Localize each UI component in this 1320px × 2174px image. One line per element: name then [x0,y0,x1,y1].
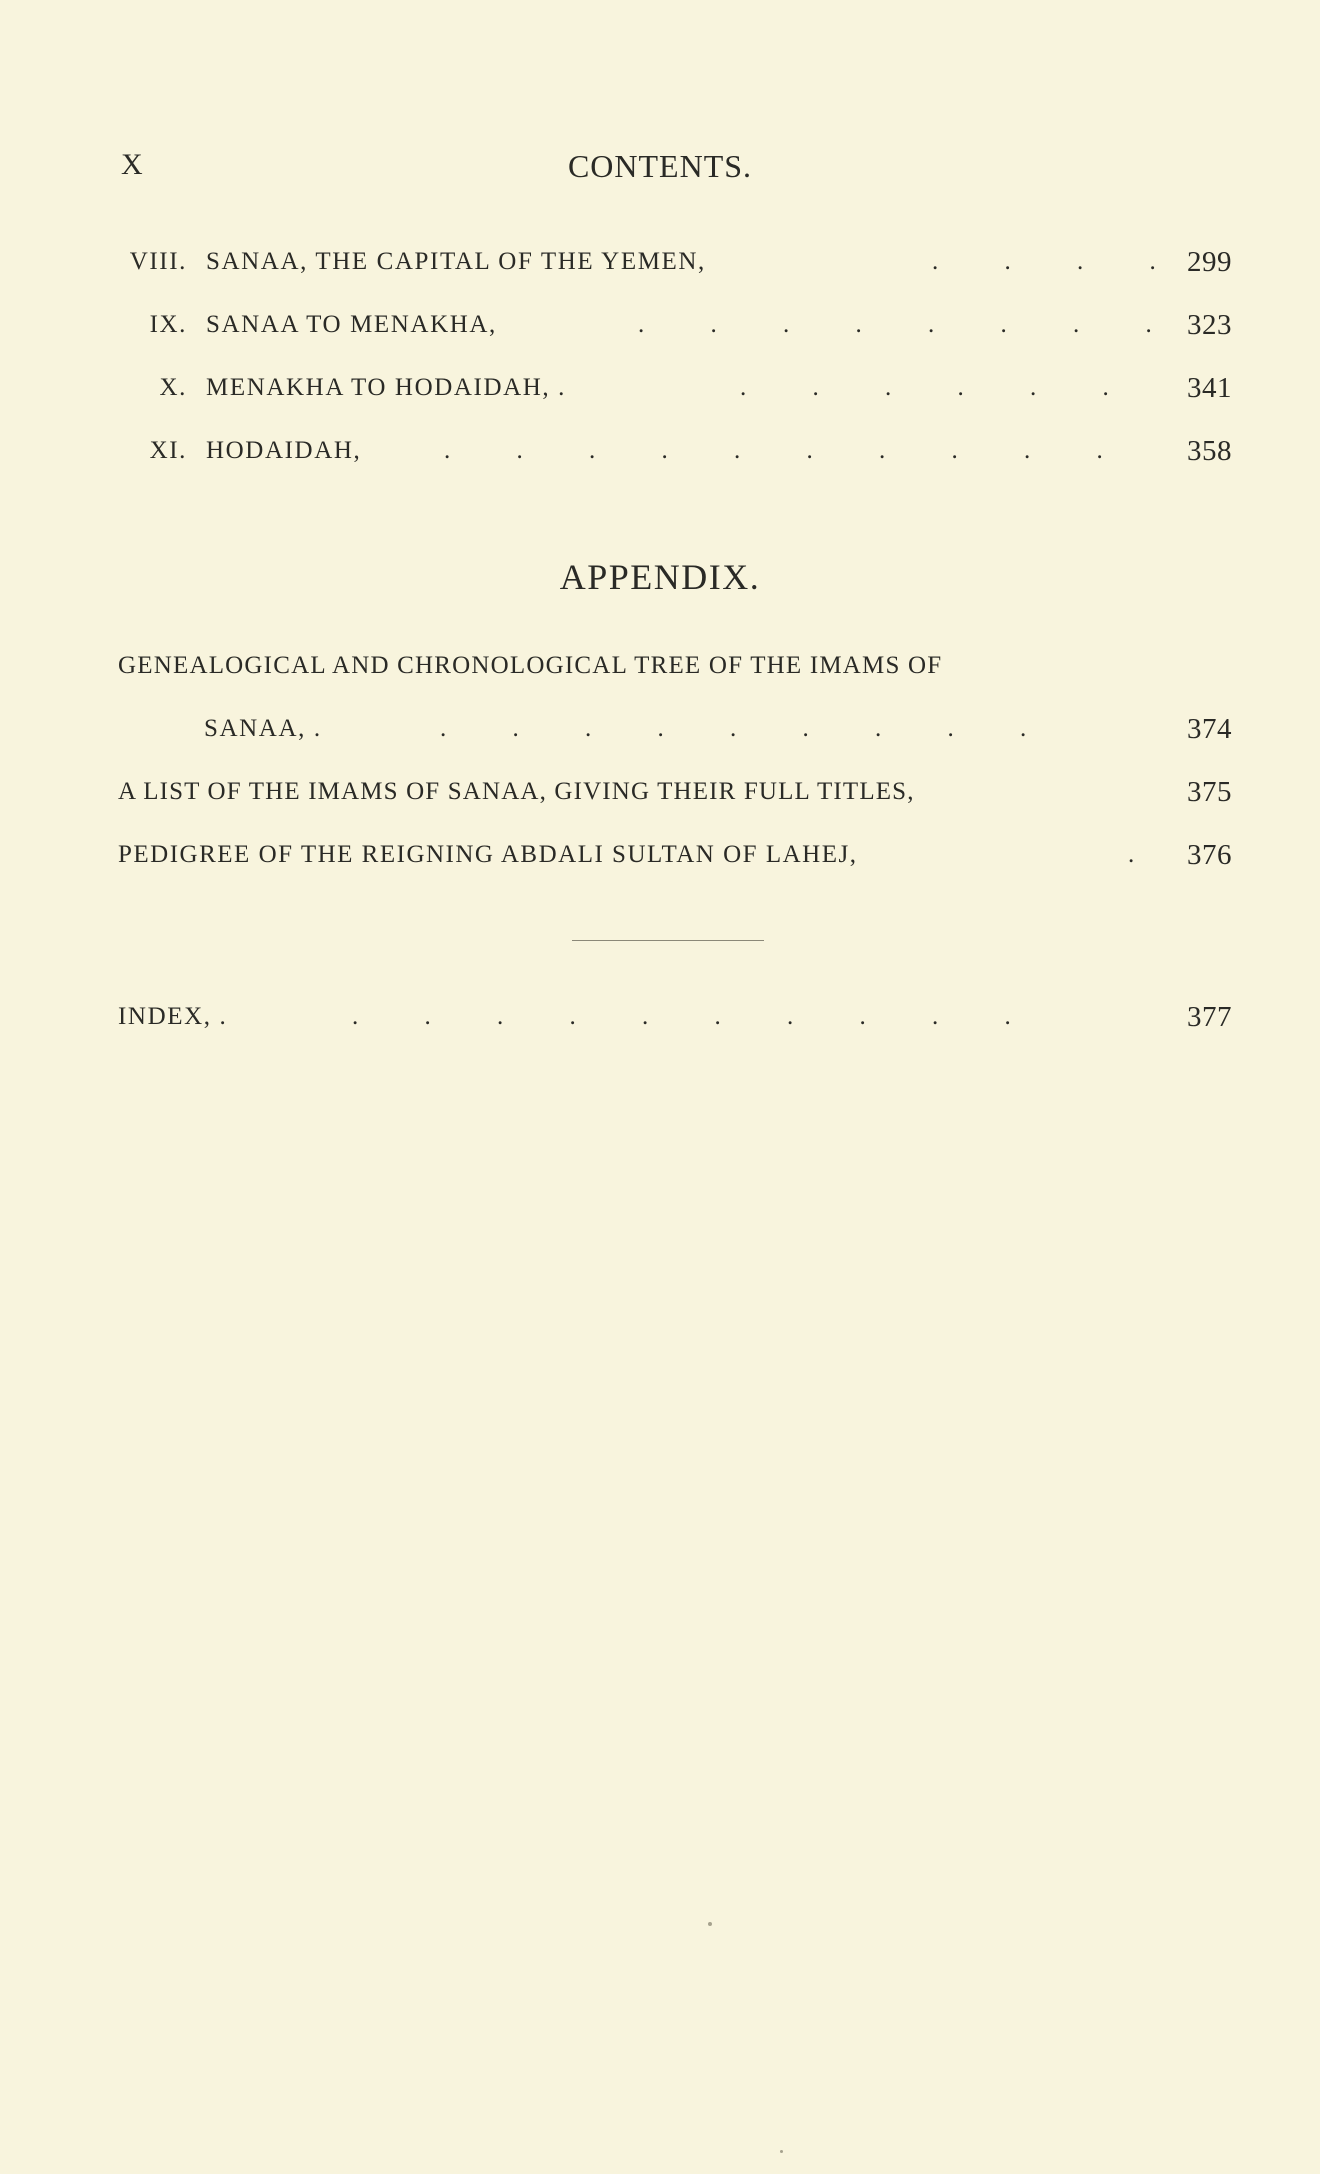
paper-speck [780,2150,783,2153]
toc-entry-index [0,1003,1320,1039]
leader-dots: . . . . [932,248,1186,275]
chapter-numeral: IX. [149,311,187,338]
toc-entry-chapter-xi [0,437,1320,473]
toc-entry-genealogical-tree [0,652,1320,688]
leader-dots: . . . . . . . . [638,311,1182,338]
entry-title: INDEX, . [118,1003,228,1030]
chapter-numeral: X. [159,374,187,401]
leader-dots: . . . . . . [740,374,1139,401]
chapter-numeral: VIII. [129,248,187,275]
leader-dots: . . . . . . . . . [440,715,1057,742]
chapter-numeral: XI. [149,437,187,464]
page-reference: 377 [1187,1001,1232,1033]
leader-dots: . [1128,841,1135,868]
toc-entry-chapter-ix [0,311,1320,347]
page-reference: 358 [1187,435,1232,467]
page-reference: 323 [1187,309,1232,341]
entry-title: A LIST OF THE IMAMS OF SANAA, GIVING THEIR FULL TITLES, [118,778,915,805]
page-reference: 376 [1187,839,1232,871]
toc-entry-chapter-viii [0,248,1320,284]
entry-title-line-2: SANAA, . [204,715,322,742]
toc-entry-pedigree-abdali-sultan [0,841,1320,877]
divider-rule [572,940,764,941]
entry-title: PEDIGREE OF THE REIGNING ABDALI SULTAN OF LAHEJ, [118,841,858,868]
page-reference: 299 [1187,246,1232,278]
page-number: X [121,148,144,181]
chapter-title: SANAA, THE CAPITAL OF THE YEMEN, [206,248,706,275]
page-header [0,148,1320,188]
appendix-heading: APPENDIX. [559,557,761,597]
running-title: CONTENTS. [567,148,753,184]
paper-speck [708,1922,712,1926]
toc-entry-list-of-imams [0,778,1320,814]
page-reference: 374 [1187,713,1232,745]
chapter-title: SANAA TO MENAKHA, [206,311,497,338]
leader-dots: . . . . . . . . . . [352,1003,1041,1030]
chapter-title: HODAIDAH, [206,437,362,464]
page-reference: 341 [1187,372,1232,404]
chapter-title: MENAKHA TO HODAIDAH, . [206,374,566,401]
leader-dots: . . . . . . . . . . [444,437,1133,464]
page-reference: 375 [1187,776,1232,808]
entry-title-line-1: GENEALOGICAL AND CHRONOLOGICAL TREE OF THE IMAMS OF [118,652,943,679]
toc-entry-chapter-x [0,374,1320,410]
toc-entry-genealogical-tree-continued [0,715,1320,751]
